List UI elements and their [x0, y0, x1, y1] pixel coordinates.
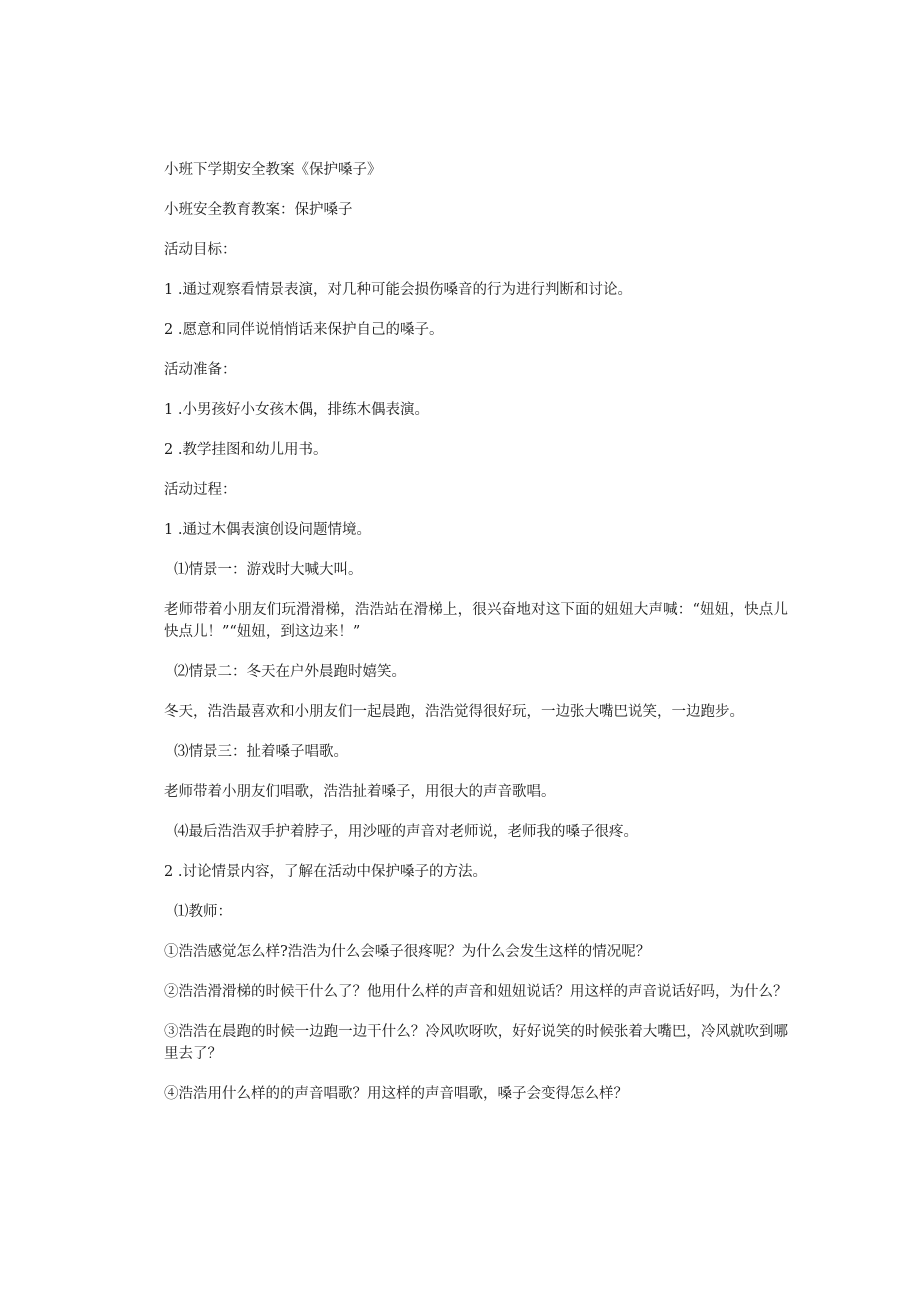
document-title: 小班下学期安全教案《保护嗓子》: [164, 162, 382, 178]
goal-item-2: 2 .愿意和同伴说悄悄话来保护自己的嗓子。: [164, 322, 444, 338]
prep-item-2: 2 .教学挂图和幼儿用书。: [164, 442, 328, 458]
question-4: ④浩浩用什么样的的声音唱歌？用这样的声音唱歌，嗓子会变得怎么样？: [164, 1086, 628, 1102]
scene-1-title: ⑴情景一：游戏时大喊大叫。: [174, 562, 363, 578]
teacher-label: ⑴教师：: [174, 904, 232, 920]
question-3: ③浩浩在晨跑的时候一边跑一边干什么？冷风吹呀吹，好好说笑的时候张着大嘴巴，冷风就吹到哪里去了？: [164, 1024, 788, 1062]
goal-item-1: 1 .通过观察看情景表演，对几种可能会损伤嗓音的行为进行判断和讨论。: [164, 282, 632, 298]
scene-3-text: 老师带着小朋友们唱歌，浩浩扯着嗓子，用很大的声音歌唱。: [164, 784, 556, 800]
document-body: [164, 159, 788, 1123]
process-step-1: 1 .通过木偶表演创设问题情境。: [164, 522, 371, 538]
scene-2-text: 冬天，浩浩最喜欢和小朋友们一起晨跑，浩浩觉得很好玩，一边张大嘴巴说笑，一边跑步。: [164, 704, 744, 720]
scene-3-title: ⑶情景三：扯着嗓子唱歌。: [174, 744, 348, 760]
process-heading: 活动过程：: [164, 482, 237, 498]
scene-2-title: ⑵情景二：冬天在户外晨跑时嬉笑。: [174, 664, 406, 680]
goals-heading: 活动目标：: [164, 242, 237, 258]
prep-heading: 活动准备：: [164, 362, 237, 378]
question-1: ①浩浩感觉怎么样?浩浩为什么会嗓子很疼呢？为什么会发生这样的情况呢？: [164, 944, 651, 960]
prep-item-1: 1 .小男孩好小女孩木偶，排练木偶表演。: [164, 402, 429, 418]
scene-4-text: ⑷最后浩浩双手护着脖子，用沙哑的声音对老师说，老师我的嗓子很疼。: [174, 824, 638, 840]
document-subtitle: 小班安全教育教案：保护嗓子: [164, 202, 353, 218]
scene-1-text: 老师带着小朋友们玩滑滑梯，浩浩站在滑梯上，很兴奋地对这下面的妞妞大声喊：“妞妞，快点儿快点儿！”“妞妞，到这边来！”: [164, 602, 788, 640]
process-step-2: 2 .讨论情景内容，了解在活动中保护嗓子的方法。: [164, 864, 487, 880]
question-2: ②浩浩滑滑梯的时候干什么了？他用什么样的声音和妞妞说话？用这样的声音说话好吗，为什么？: [164, 984, 788, 1000]
